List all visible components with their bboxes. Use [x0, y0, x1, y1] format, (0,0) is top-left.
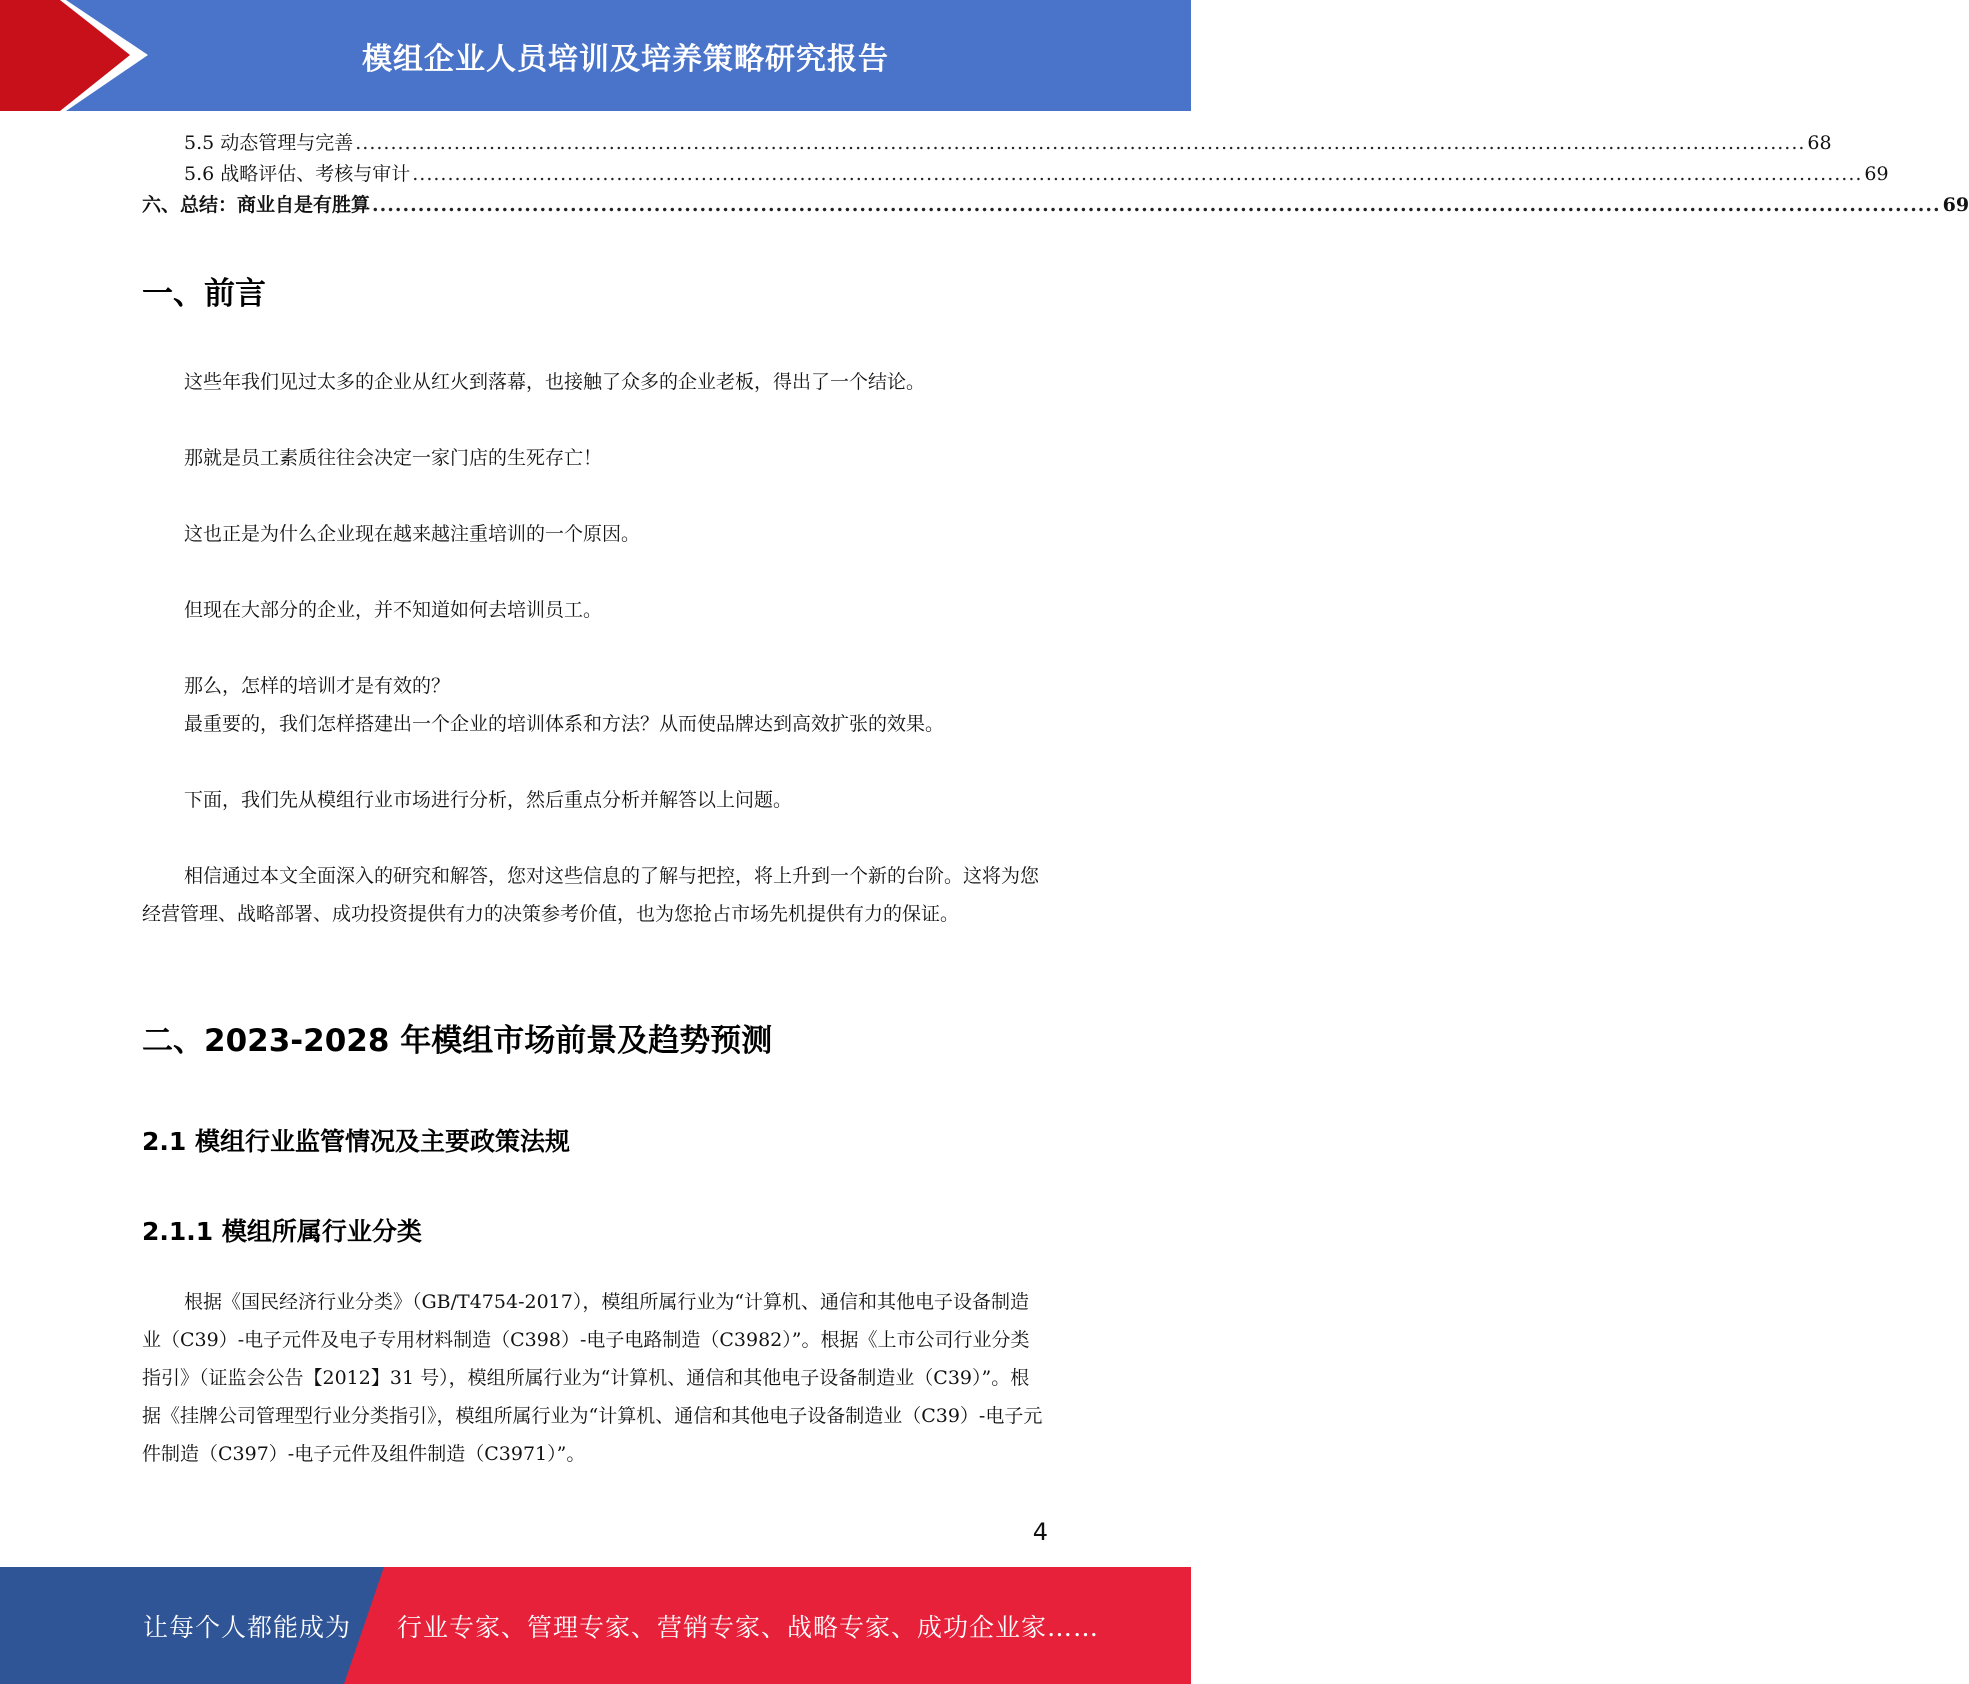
body-paragraph: 那就是员工素质往往会决定一家门店的生死存亡！: [184, 447, 603, 469]
section-heading-market-outlook: 二、2023-2028 年模组市场前景及趋势预测: [142, 1023, 773, 1059]
toc-entry-page: 68: [1807, 132, 1832, 154]
toc-leader-dots: ..............................................................................................................................................................................................................: [412, 163, 1863, 185]
body-paragraph: 最重要的，我们怎样搭建出一个企业的培训体系和方法？从而使品牌达到高效扩张的效果。: [184, 713, 945, 735]
page-header: [0, 0, 1191, 111]
footer-slogan-right: 行业专家、管理专家、营销专家、战略专家、成功企业家……: [397, 1612, 1100, 1642]
subsection-heading: 2.1.1 模组所属行业分类: [142, 1217, 422, 1246]
header-arrow-decoration: [0, 0, 160, 111]
table-of-contents: [142, 128, 1969, 221]
toc-entry-page: 69: [1942, 194, 1969, 216]
body-paragraph: 根据《国民经济行业分类》（GB/T4754-2017），模组所属行业为“计算机、通信和其他电子设备制造业（C39）-电子元件及电子专用材料制造（C398）-电子电路制造（C3982）”。根据《上市公司行业分类指引》（证监会公告【2012】31 号），模组所属行业为“计算机、通信和其他电子设备制造业（C39）”。根据《挂牌公司管理型行业分类指引》，模组所属行业为“计算机、通信和其他电子设备制造业（C39）-电子元件制造（C397）-电子元件及组件制造（C3971）”。: [142, 1291, 1043, 1465]
toc-entry-label: 5.5 动态管理与完善: [184, 132, 354, 154]
toc-entry[interactable]: [142, 128, 1832, 159]
body-paragraph: 但现在大部分的企业，并不知道如何去培训员工。: [184, 599, 603, 621]
toc-entry-label: 5.6 战略评估、考核与审计: [184, 163, 411, 185]
body-paragraph: 那么，怎样的培训才是有效的？: [184, 675, 451, 697]
body-paragraph: 这些年我们见过太多的企业从红火到落幕，也接触了众多的企业老板，得出了一个结论。: [184, 371, 926, 393]
document-title: 模组企业人员培训及培养策略研究报告: [362, 41, 889, 77]
toc-entry-page: 69: [1864, 163, 1889, 185]
footer-slogan-left: 让每个人都能成为: [143, 1612, 352, 1642]
toc-entry[interactable]: [142, 190, 1969, 221]
toc-leader-dots: ..............................................................................................................................................................................................................: [355, 132, 1806, 154]
body-paragraph: 这也正是为什么企业现在越来越注重培训的一个原因。: [184, 523, 641, 545]
body-paragraph: 相信通过本文全面深入的研究和解答，您对这些信息的了解与把控，将上升到一个新的台阶。这将为您经营管理、战略部署、成功投资提供有力的决策参考价值，也为您抢占市场先机提供有力的保证。: [142, 865, 1040, 925]
page-footer: [0, 1567, 1191, 1684]
toc-entry[interactable]: [142, 159, 1889, 190]
toc-entry-label: 六、总结：商业自是有胜算: [142, 194, 371, 216]
page-number: 4: [1032, 1518, 1048, 1546]
section-heading-preface: 一、前言: [142, 276, 266, 312]
body-paragraph: 下面，我们先从模组行业市场进行分析，然后重点分析并解答以上问题。: [184, 789, 793, 811]
toc-leader-dots: ..............................................................................................................................................................................................................: [372, 194, 1941, 216]
subsection-heading: 2.1 模组行业监管情况及主要政策法规: [142, 1127, 570, 1156]
